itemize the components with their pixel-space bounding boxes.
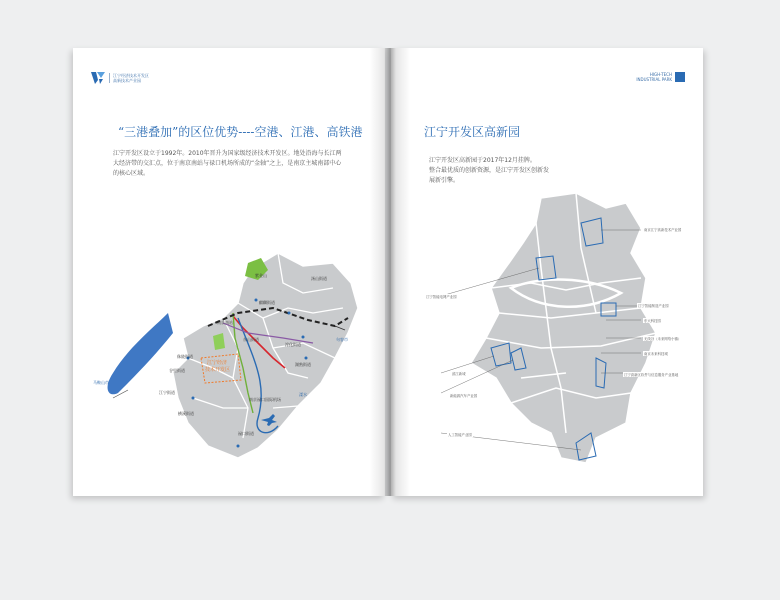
logo-square-icon xyxy=(675,72,685,82)
intro-line: 江宁开发区设立于1992年。2010年晋升为国家级经济技术开发区。地处沿海与长江两 xyxy=(113,150,342,157)
logo-line1: 江宁经济技术开发区 xyxy=(113,73,149,78)
park-label-r4: 无线谷（未来网络小镇） xyxy=(644,337,682,341)
park-label-l2: 滨江新城 xyxy=(452,372,466,376)
map-label-xinmo: 麒麟街道 xyxy=(259,300,275,305)
logo-line2: 高新技术产业园 xyxy=(113,78,141,83)
intro-line: 整合最优质的创新资源，是江宁开发区创新发 xyxy=(429,167,550,174)
map-label-zone-line1: 江宁经济 xyxy=(207,360,228,366)
park-label-r5: 南京未来科技城 xyxy=(644,352,668,356)
park-label-r6: 江宁高新区软件与信息服务产业基地 xyxy=(624,373,679,377)
park-logo-right xyxy=(636,72,685,82)
logo-text-right xyxy=(636,72,672,82)
logo-text xyxy=(109,73,149,83)
page-title-right: 江宁开发区高新园 xyxy=(424,125,521,139)
map-label-lukou-st: 禄口街道 xyxy=(238,431,254,436)
map-label-zijinshan: 紫金山 xyxy=(255,273,267,278)
intro-paragraph xyxy=(113,149,373,179)
park-label-r1: 南京江宁高新技术产业园 xyxy=(644,228,682,232)
map-label-dongshan: 东山街道 xyxy=(243,337,259,342)
park-label-l1: 江宁智能电网产业园 xyxy=(426,295,457,299)
page-title-left: “三港叠加”的区位优势----空港、江港、高铁港 xyxy=(118,125,363,139)
logo-mark-icon xyxy=(91,72,105,84)
map-label-chunhua: 淳化街道 xyxy=(285,342,301,347)
park-logo xyxy=(91,72,149,84)
intro-line: 江宁开发区高新园于2017年12月挂牌。 xyxy=(429,157,536,164)
map-label-lishui: 溧水 xyxy=(299,392,307,397)
map-label-jiangning-st: 江宁街道 xyxy=(159,390,175,395)
right-page xyxy=(391,48,703,496)
map-label-river: 长江 xyxy=(120,336,127,340)
intro-line: 展新引擎。 xyxy=(429,177,460,184)
map-label-jurong: 句容市 xyxy=(336,337,348,342)
park-label-l3: 新能源汽车产业园 xyxy=(450,394,478,398)
river-shape xyxy=(108,313,173,394)
map-label-moling: 秣陵街道 xyxy=(177,354,193,359)
map-label-nanjingnan: 南京南站 xyxy=(217,320,233,325)
map-label-hengxi: 横溪街道 xyxy=(178,411,194,416)
park-label-r2: 江宁智能制造产业园 xyxy=(638,304,669,308)
logo-line2: INDUSTRIAL PARK xyxy=(636,77,672,82)
logo-line1: HIGH-TECH xyxy=(649,72,672,77)
park-label-l4: 人工智能产业园 xyxy=(448,433,472,437)
map-label-lukou-airport: 南京禄口国际机场 xyxy=(249,397,281,402)
left-page xyxy=(73,48,385,496)
map-label-hushu: 湖熟街道 xyxy=(295,362,311,367)
green-area xyxy=(213,333,225,350)
map-label-guli: 谷里街道 xyxy=(169,368,185,373)
park-label-r3: 东大科技园 xyxy=(644,319,661,323)
map-label-maanshan: 马鞍山市 xyxy=(93,380,109,385)
intro-line: 大经济带的交汇点，位于南京南站与禄口机场所成的“金轴”之上，是南京主城南部中心 xyxy=(113,160,342,167)
park-intro-paragraph xyxy=(429,156,599,186)
map-label-zone-line2: 技术开发区 xyxy=(205,367,231,373)
map-label-tangshan: 汤山街道 xyxy=(311,276,327,281)
park-district-area xyxy=(471,193,656,463)
intro-line: 的核心区域。 xyxy=(113,170,150,177)
